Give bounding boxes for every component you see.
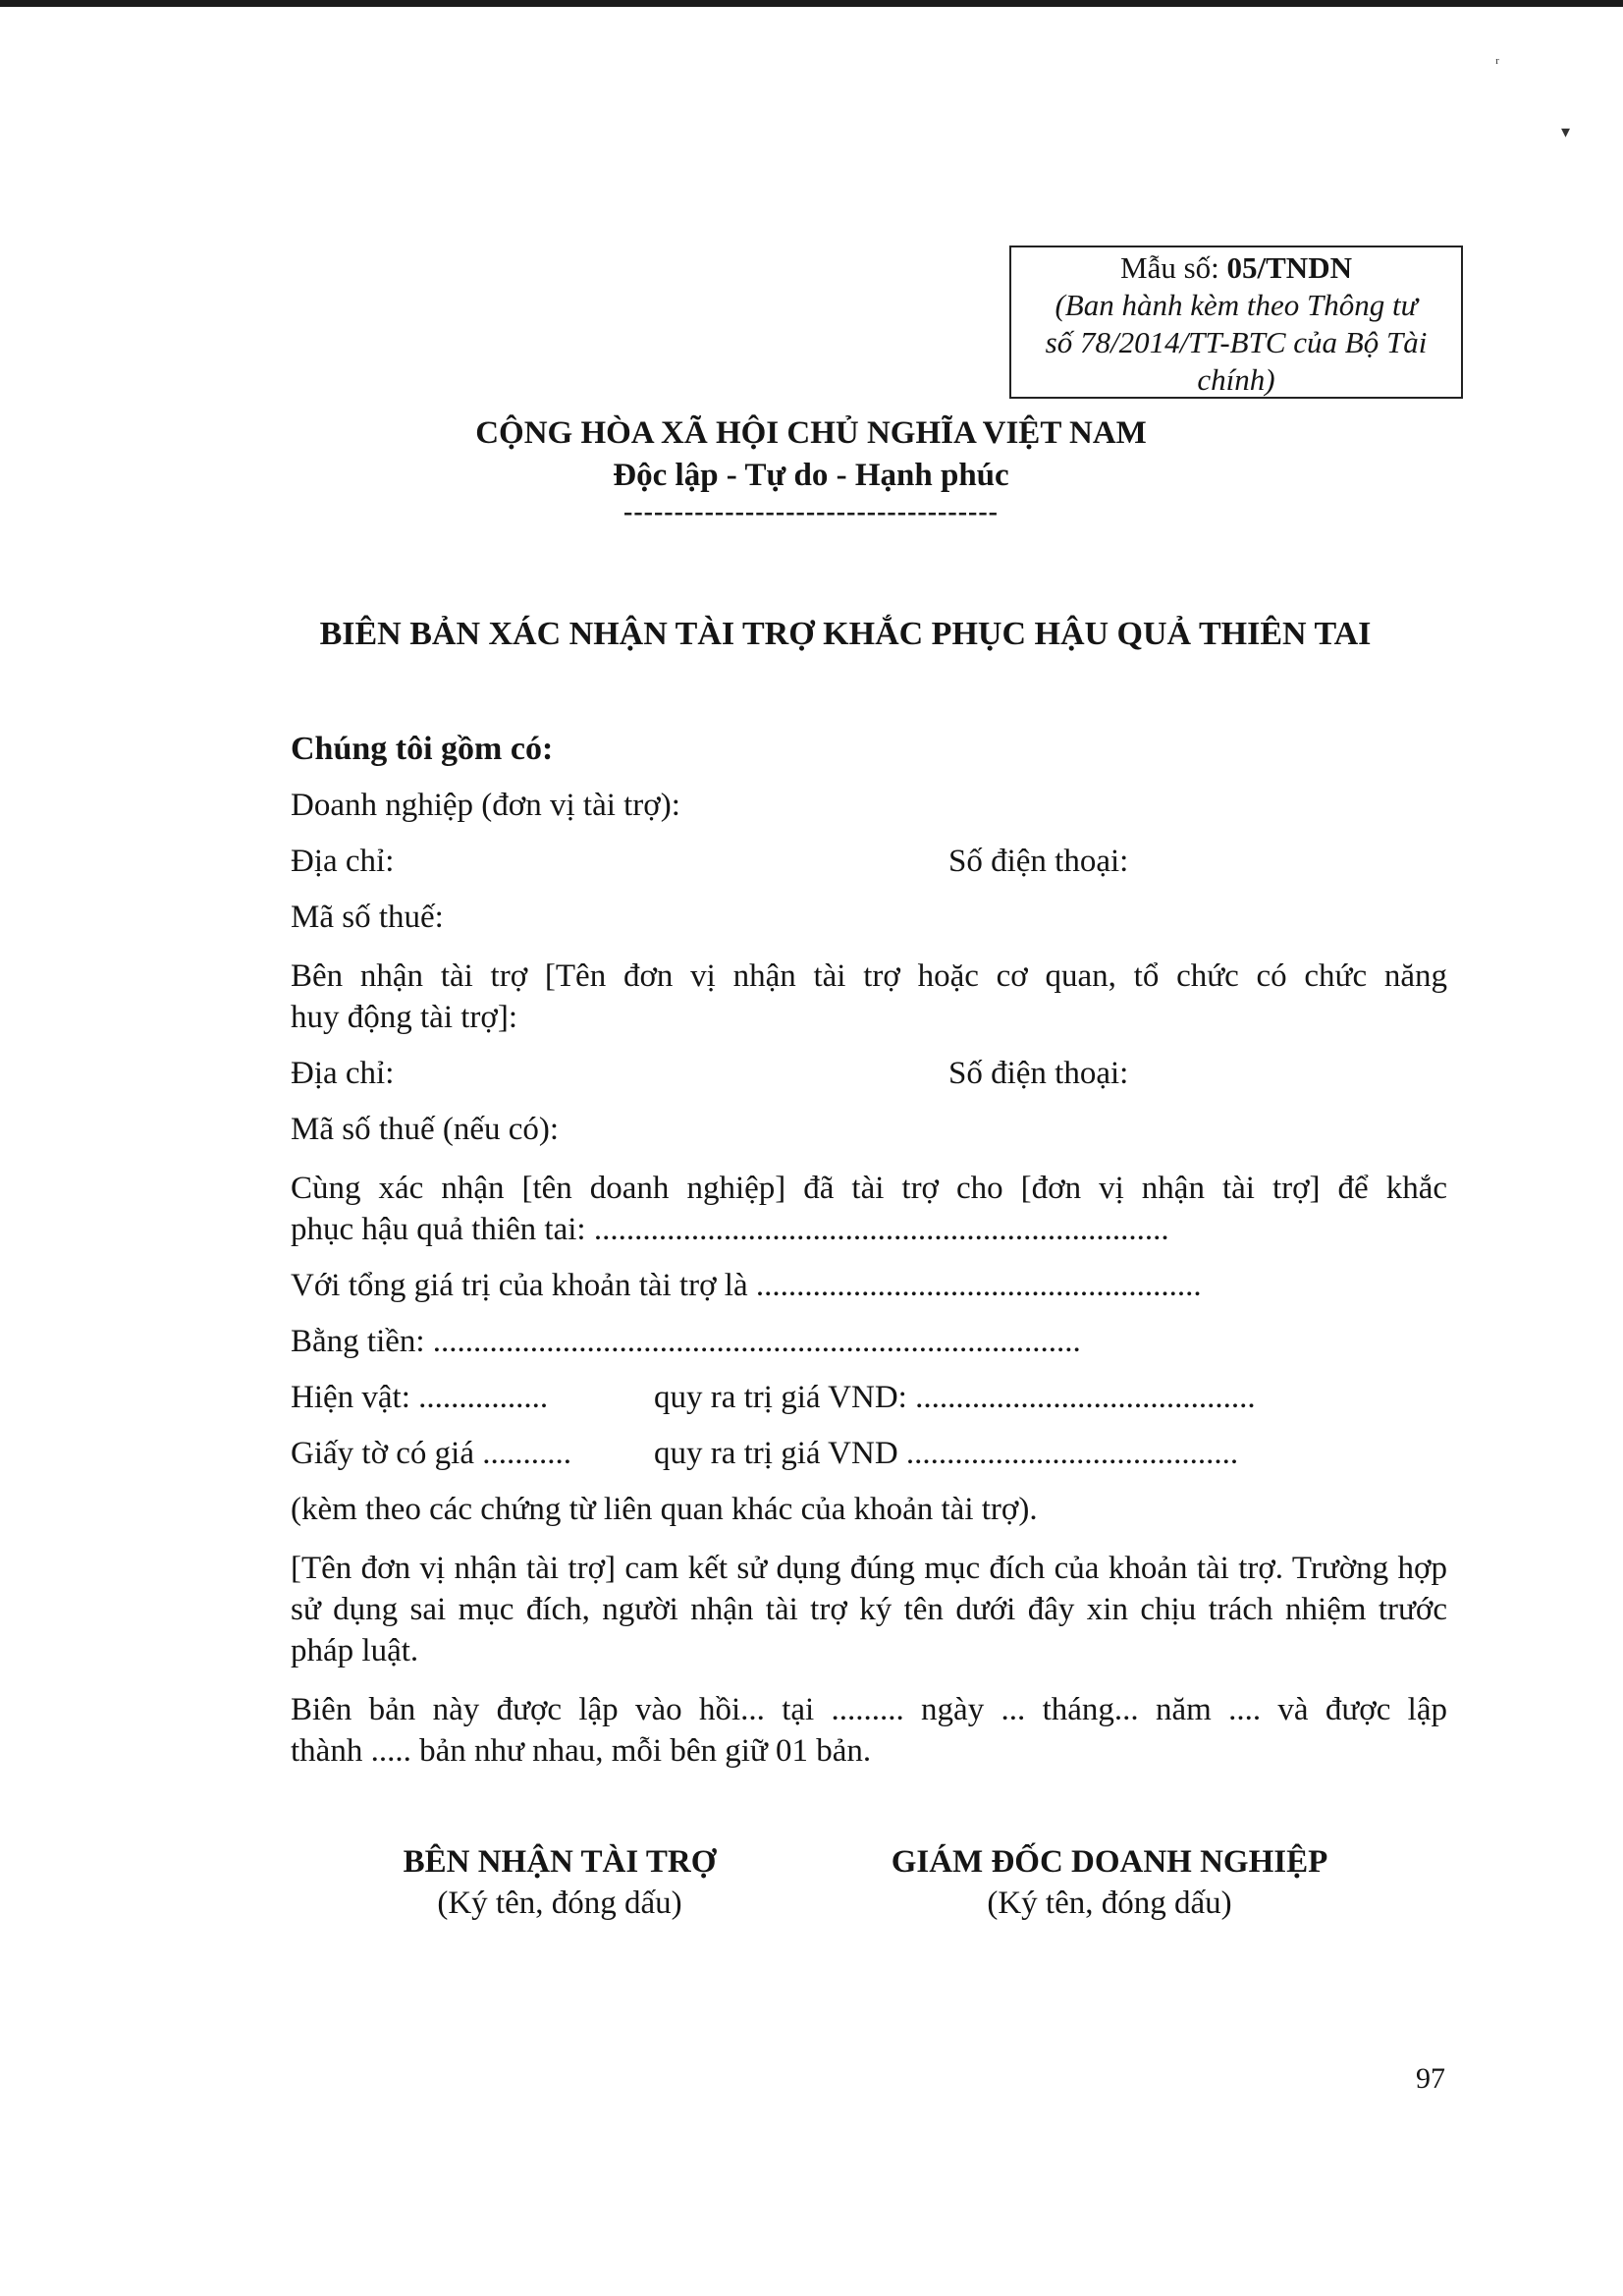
in-kind-field: Hiện vật: ................ — [291, 1380, 549, 1415]
form-code-value: 05/TNDN — [1226, 250, 1352, 285]
director-signature-block — [844, 1841, 1375, 1924]
director-signature-title: GIÁM ĐỐC DOANH NGHIỆP — [891, 1844, 1328, 1880]
donor-phone-field: Số điện thoại: — [948, 844, 1129, 879]
securities-field: Giấy tờ có giá ........... — [291, 1436, 571, 1471]
country-heading: CỘNG HÒA XÃ HỘI CHỦ NGHĨA VIỆT NAM — [475, 415, 1147, 451]
intro-heading: Chúng tôi gồm có: — [291, 731, 554, 767]
securities-vnd-field: quy ra trị giá VND ......................................... — [654, 1436, 1239, 1471]
document-title: BIÊN BẢN XÁC NHẬN TÀI TRỢ KHẮC PHỤC HẬU QUẢ THIÊN TAI — [319, 616, 1372, 652]
issued-by-line-3: chính) — [1197, 362, 1275, 397]
closing-line-2: thành ..... bản như nhau, mỗi bên giữ 01 bản. — [291, 1733, 872, 1769]
recipient-signature-title: BÊN NHẬN TÀI TRỢ — [403, 1844, 717, 1880]
scan-top-edge — [0, 0, 1623, 7]
total-value-field: Với tổng giá trị của khoản tài trợ là ....................................................... — [291, 1268, 1202, 1303]
confirmation-line-1: Cùng xác nhận [tên doanh nghiệp] đã tài trợ cho [đơn vị nhận tài trợ] để khắc — [291, 1171, 1447, 1206]
scan-mark-icon: ▾ — [1561, 122, 1571, 141]
recipient-tax-code-field: Mã số thuế (nếu có): — [291, 1112, 560, 1147]
attachments-note: (kèm theo các chứng từ liên quan khác của khoản tài trợ). — [291, 1492, 1038, 1527]
in-kind-vnd-field: quy ra trị giá VND: .......................................... — [654, 1380, 1256, 1415]
form-code-label: Mẫu số: — [1120, 250, 1219, 285]
donor-field: Doanh nghiệp (đơn vị tài trợ): — [291, 788, 680, 823]
confirmation-line-2: phục hậu quả thiên tai: ....................................................................... — [291, 1212, 1169, 1247]
recipient-phone-field: Số điện thoại: — [948, 1056, 1129, 1091]
form-code — [1011, 249, 1461, 287]
page-number: 97 — [1416, 2062, 1445, 2095]
recipient-field-line-2: huy động tài trợ]: — [291, 1000, 517, 1035]
scan-mark-icon: ʳ — [1495, 53, 1499, 73]
director-signature-note: (Ký tên, đóng dấu) — [987, 1886, 1232, 1921]
header-separator: ------------------------------------- — [623, 497, 999, 527]
recipient-field-line-1: Bên nhận tài trợ [Tên đơn vị nhận tài trợ hoặc cơ quan, tổ chức có chức năng — [291, 958, 1447, 994]
issued-by-line-2: số 78/2014/TT-BTC của Bộ Tài — [1045, 325, 1428, 359]
commitment-paragraph: [Tên đơn vị nhận tài trợ] cam kết sử dụng đúng mục đích của khoản tài trợ. Trường hợp sử dụng sai mục đích, người nhận tài trợ ký tên dưới đây xin chịu trách nhiệm trước pháp luật. — [291, 1551, 1447, 1668]
closing-line-1: Biên bản này được lập vào hồi... tại ......... ngày ... tháng... năm .... và được lập — [291, 1692, 1447, 1727]
donor-tax-code-field: Mã số thuế: — [291, 900, 444, 935]
national-motto: Độc lập - Tự do - Hạnh phúc — [613, 458, 1009, 493]
issued-by-line-1: (Ban hành kèm theo Thông tư — [1055, 288, 1418, 322]
form-code-box — [1009, 246, 1463, 399]
cash-field: Bằng tiền: ................................................................................ — [291, 1324, 1081, 1359]
recipient-signature-block — [324, 1841, 795, 1924]
donor-address-field: Địa chỉ: — [291, 844, 395, 879]
recipient-signature-note: (Ký tên, đóng dấu) — [437, 1886, 682, 1921]
recipient-address-field: Địa chỉ: — [291, 1056, 395, 1091]
